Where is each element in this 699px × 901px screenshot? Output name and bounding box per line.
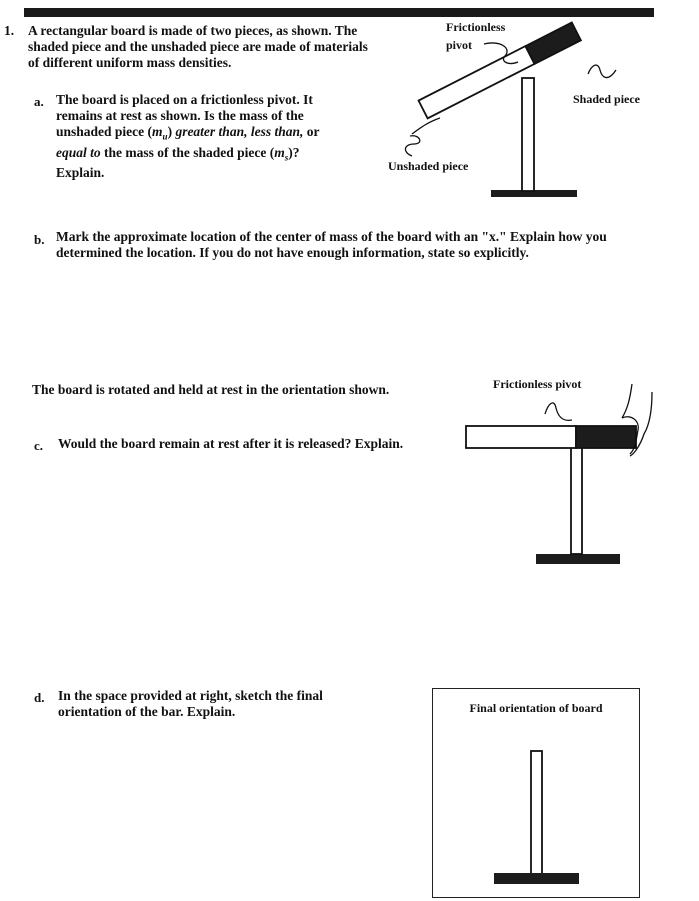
fig3-base bbox=[494, 873, 579, 884]
part-a-question: The board is placed on a frictionless pivot. It remains at rest as shown. Is the mass of the unshaded piece $(m_u)$ greater than, less than, or equal to the mass of the shaded piece $(m_s)$? Explain. bbox=[56, 92, 320, 181]
part-c-letter: c. bbox=[34, 438, 44, 453]
part-d-question: In the space provided at right, sketch the final orientation of the bar. Explain. bbox=[58, 688, 323, 719]
question-intro: A rectangular board is made of two pieces, as shown. The shaded piece and the unshaded piece are made of materials of different uniform mass densities. bbox=[28, 23, 368, 70]
part-b-letter: b. bbox=[34, 232, 45, 247]
fig1-pivot-label-line2: pivot bbox=[446, 38, 473, 52]
part-c-question: Would the board remain at rest after it is released? Explain. bbox=[58, 436, 404, 451]
part-a-letter: a. bbox=[34, 94, 44, 109]
fig1-unshaded-label: Unshaded piece bbox=[388, 159, 469, 173]
fig1-shaded-label: Shaded piece bbox=[573, 92, 641, 106]
fig1-pivot-label-line1: Frictionless bbox=[446, 20, 506, 34]
rotated-intro: The board is rotated and held at rest in the orientation shown. bbox=[32, 382, 390, 397]
part-b-question: Mark the approximate location of the center of mass of the board with an "x." Explain how you determined the location. If you do not have enough information, state so explicitly. bbox=[56, 229, 607, 260]
fig2-pivot-label: Frictionless pivot bbox=[493, 377, 582, 391]
fig3-post bbox=[531, 751, 542, 874]
answer-box-title: Final orientation of board bbox=[469, 701, 603, 715]
part-d-letter: d. bbox=[34, 690, 45, 705]
question-number: 1. bbox=[4, 23, 15, 38]
